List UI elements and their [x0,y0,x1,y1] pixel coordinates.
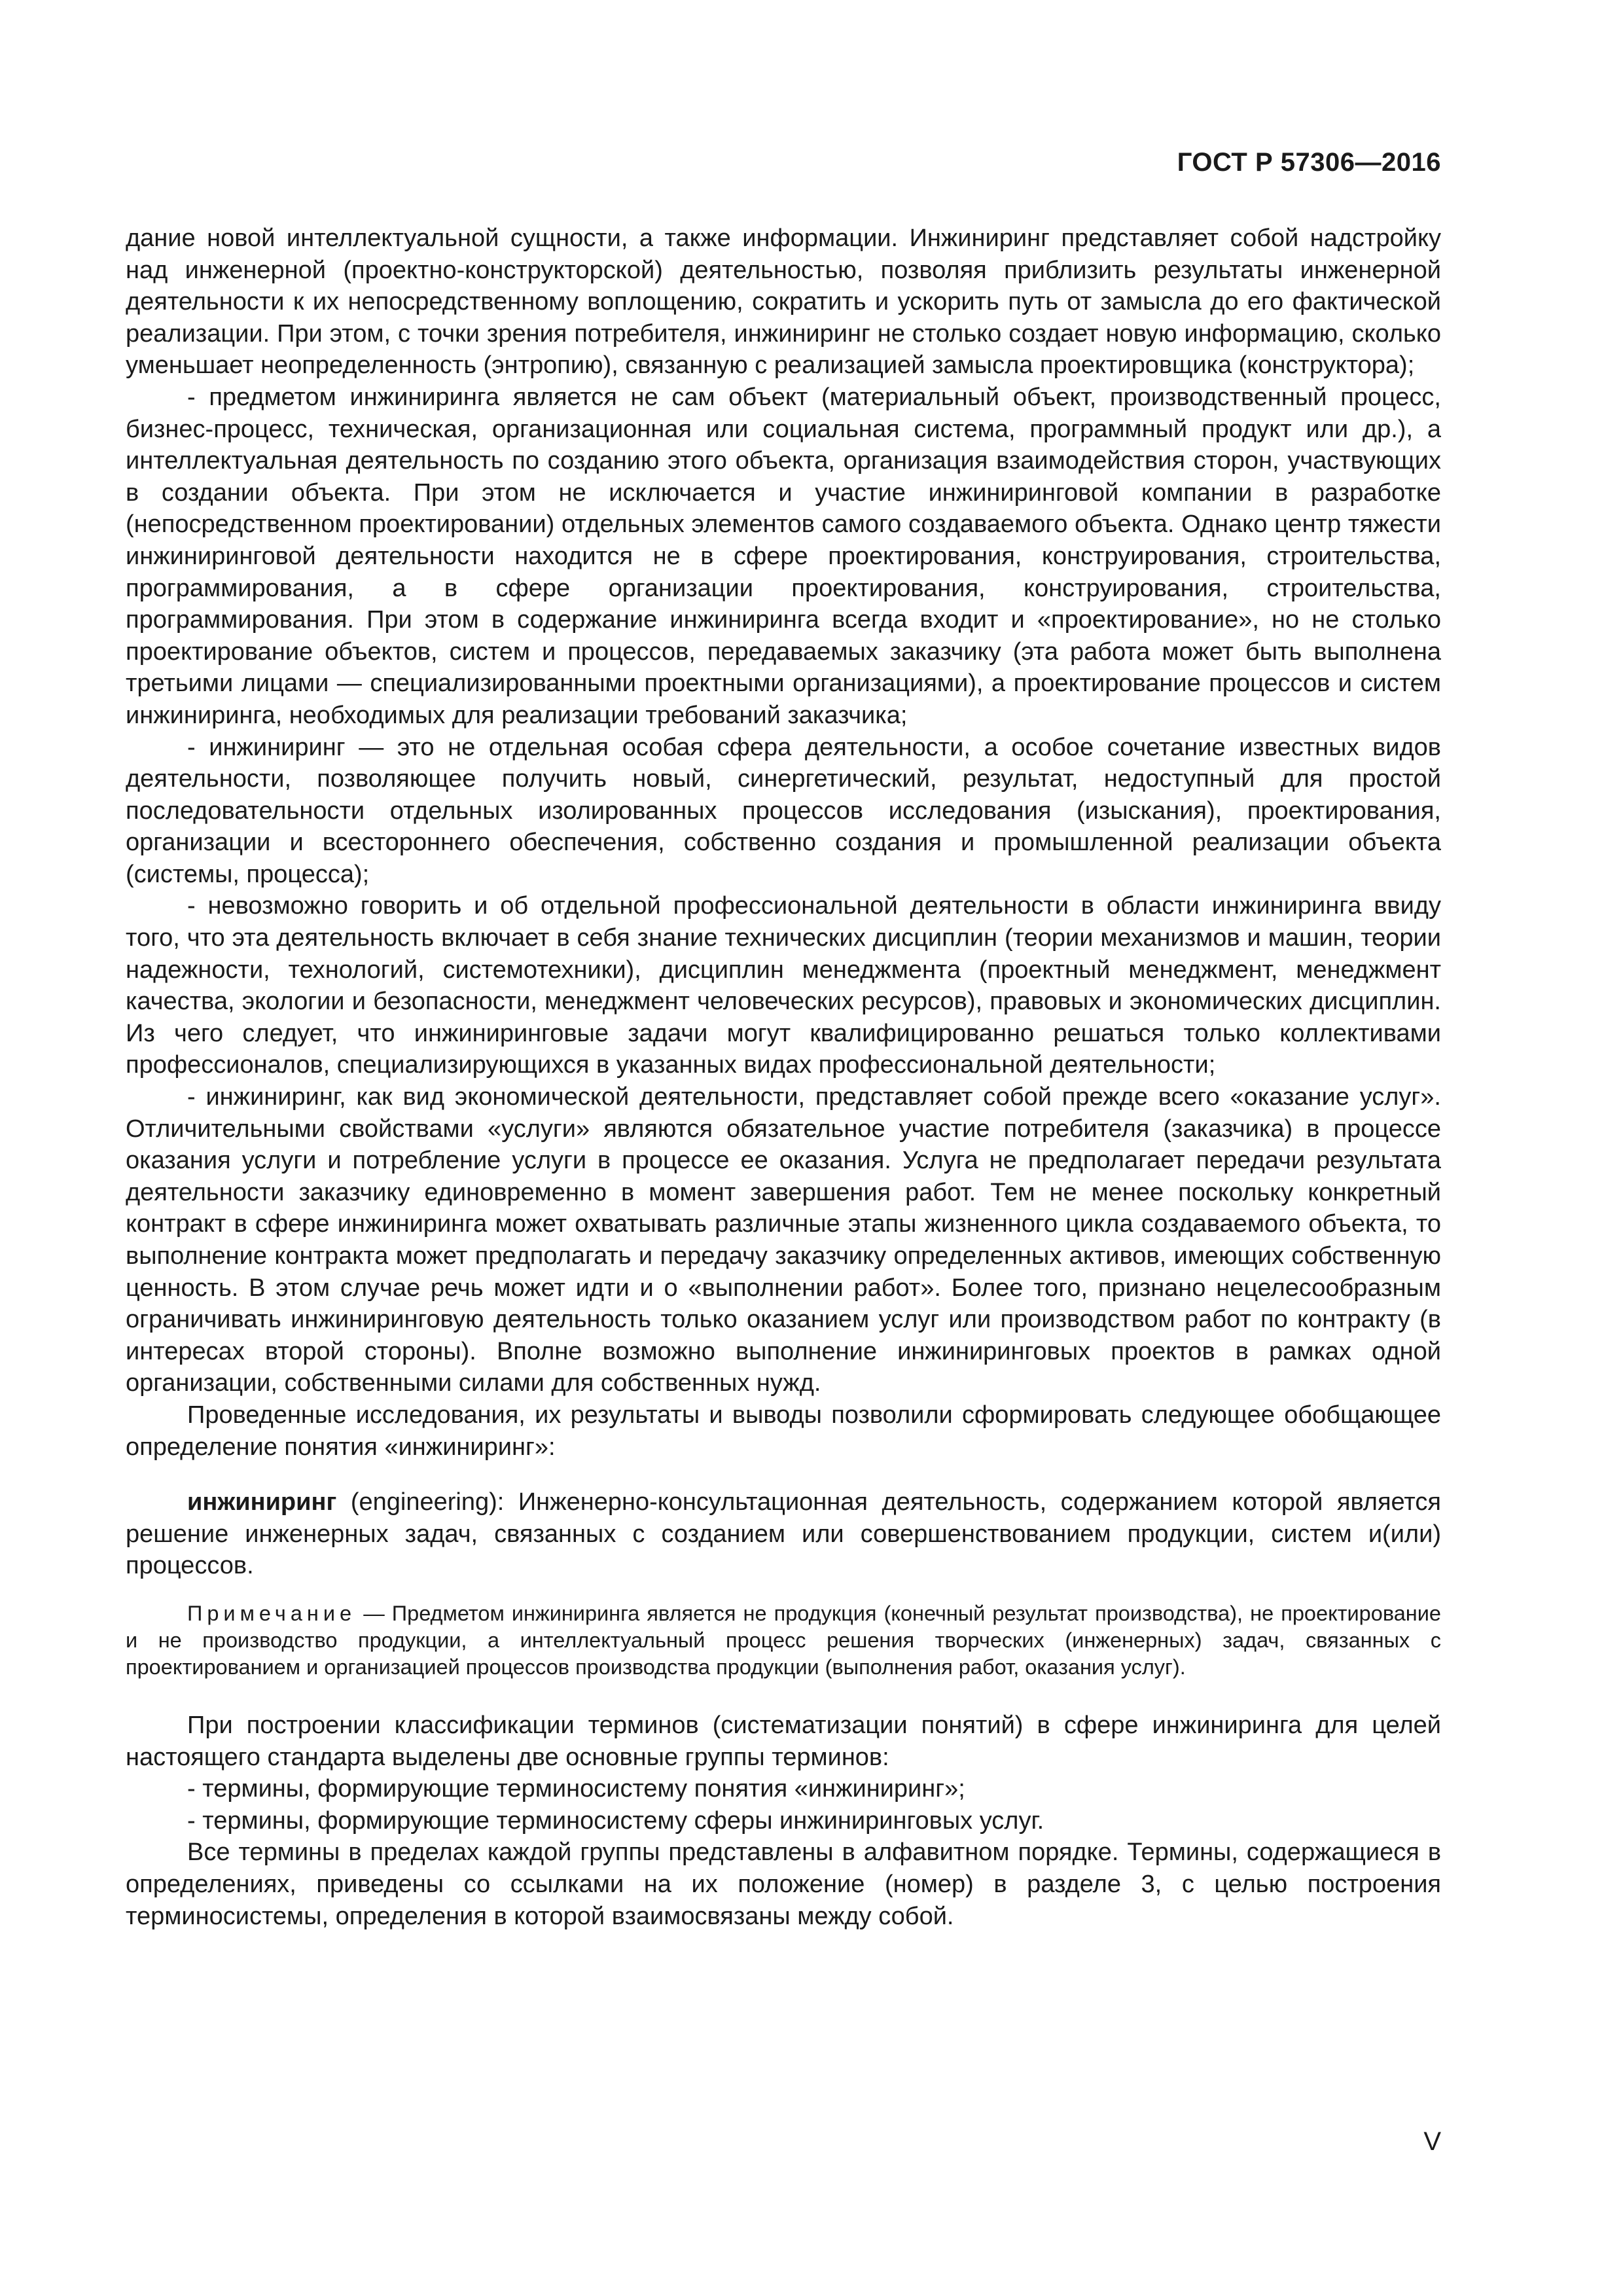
page-number: V [1423,2127,1441,2156]
classification-intro: При построении классификации терминов (систематизации понятий) в сфере инжиниринга для целей настоящего стандарта выделены две основные группы терминов: [126,1711,1441,1771]
paragraph-research: Проведенные исследования, их результаты и выводы позволили сформировать следующее обобщающее определение понятия «инжиниринг»: [126,1401,1441,1461]
definition-text: (engineering): Инженерно-консультационная деятельность, содержанием которой является решение инженерных задач, связанных с созданием или совершенствованием продукции, систем и(или) процессов. [126,1488,1441,1580]
document-body [126,223,1441,1932]
paragraph-subject: - предметом инжиниринга является не сам объект (материальный объект, производственный процесс, бизнес-процесс, техническая, организационная или социальная система, программный продукт или др.), а интеллектуальная деятельность по созданию этого объекта, организация взаимодействия сторон, участвующих в создании объекта. При этом не исключается и участие инжиниринговой компании в разработке (непосредственном проектировании) отдельных элементов самого создаваемого объекта. Однако центр тяжести инжиниринговой деятельности находится не в сфере проектирования, конструирования, строительства, программирования, а в сфере организации проектирования, конструирования, строительства, программирования. При этом в содержание инжиниринга всегда входит и «проектирование», но не столько проектирование объектов, систем и процессов, передаваемых заказчику (эта работа может быть выполнена третьими лицами — специализированными проектными организациями), а проектирование процессов и систем инжиниринга, необходимых для реализации требований заказчика; [126,383,1441,729]
list-item: - термины, формирующие терминосистему сферы инжиниринговых услуг. [187,1806,1044,1835]
paragraph-synergy: - инжиниринг — это не отдельная особая сфера деятельности, а особое сочетание известных видов деятельности, позволяющее получить новый, синергетический, результат, недоступный для простой последовательности отдельных изолированных процессов исследования (изыскания), проектирования, организации и всестороннего обеспечения, собственно создания и промышленной реализации объекта (системы, процесса); [126,733,1441,888]
paragraph-continuation: дание новой интеллектуальной сущности, а также информации. Инжиниринг представляет собой надстройку над инженерной (проектно-конструкторской) деятельностью, позволяя приблизить результаты инженерной деятельности к их непосредственному воплощению, сократить и ускорить путь от замысла до его фактической реализации. При этом, с точки зрения потребителя, инжиниринг не столько создает новую информацию, сколько уменьшает неопределенность (энтропию), связанную с реализацией замысла проектировщика (конструктора); [126,224,1441,380]
definition-block [126,1486,1441,1582]
list-item: - термины, формирующие терминосистему понятия «инжиниринг»; [187,1775,965,1803]
standard-id: ГОСТ Р 57306—2016 [1177,148,1441,177]
classification-closing: Все термины в пределах каждой группы представлены в алфавитном порядке. Термины, содержащиеся в определениях, приведены со ссылками на их положение (номер) в разделе 3, с целью построения терминосистемы, определения в которой взаимосвязаны между собой. [126,1839,1441,1930]
note-label: Примечание [187,1601,357,1625]
paragraph-economic: - инжиниринг, как вид экономической деятельности, представляет собой прежде всего «оказание услуг». Отличительными свойствами «услуги» являются обязательное участие потребителя (заказчика) в процессе оказания услуги и потребление услуги в процессе ее оказания. Услуга не предполагает передачи результата деятельности заказчику единовременно в момент завершения работ. Тем не менее поскольку конкретный контракт в сфере инжиниринга может охватывать различные этапы жизненного цикла создаваемого объекта, то выполнение контракта может предполагать и передачу заказчику определенных активов, имеющих собственную ценность. В этом случае речь может идти и о «выполнении работ». Более того, признано нецелесообразным ограничивать инжиниринговую деятельность только оказанием услуг или производством работ по контракту (в интересах второй стороны). Вполне возможно выполнение инжиниринговых проектов в рамках одной организации, собственными силами для собственных нужд. [126,1083,1441,1397]
definition-term: инжиниринг [187,1488,337,1516]
note-text: — Предметом инжиниринга является не продукция (конечный результат производства), не проектирование и не производство продукции, а интеллектуальный процесс решения творческих (инженерных) задач, связанных с проектированием и организацией процессов производства продукции (выполнения работ, оказания услуг). [126,1601,1441,1679]
paragraph-professional: - невозможно говорить и об отдельной профессиональной деятельности в области инжиниринга ввиду того, что эта деятельность включает в себя знание технических дисциплин (теории механизмов и машин, теории надежности, технологий, системотехники), дисциплин менеджмента (проектный менеджмент, менеджмент качества, экологии и безопасности, менеджмент человеческих ресурсов), правовых и экономических дисциплин. Из чего следует, что инжиниринговые задачи могут квалифицированно решаться только коллективами профессионалов, специализирующихся в указанных видах профессиональной деятельности; [126,892,1441,1079]
note-block [126,1600,1441,1681]
document-header [1177,148,1441,177]
